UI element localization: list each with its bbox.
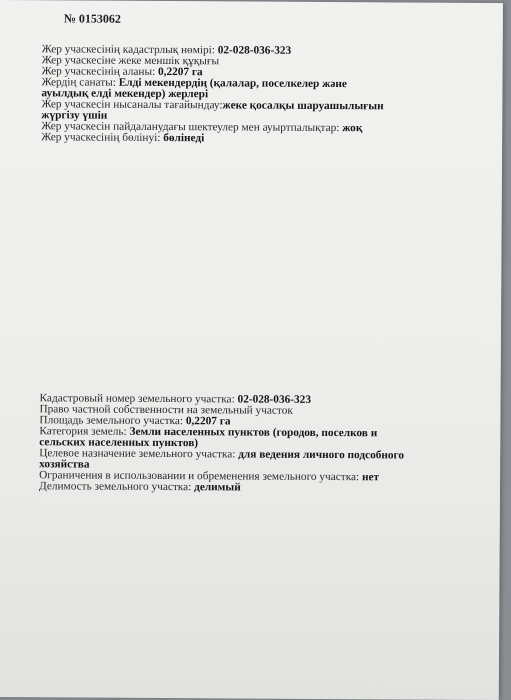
ru-category-value: Земли населенных пунктов (городов, поселков и сельских населенных пунктов) (39, 425, 378, 450)
kz-category-label: Жердің санаты: (41, 76, 119, 89)
russian-section (39, 393, 460, 495)
kz-divisibility-label: Жер учаскесінің бөлінуі: (41, 131, 164, 144)
kazakh-section (41, 44, 462, 146)
ru-area-label: Площадь земельного участка: (39, 414, 186, 428)
ru-restrictions-value: нет (361, 471, 380, 484)
kz-restrictions-label: Жер учаскесін пайдаланудағы шектеулер мен ауыртпалықтар: (41, 120, 343, 135)
kz-divisibility-line (41, 132, 461, 146)
ru-cadastral-label: Кадастровый номер земельного участка: (39, 392, 238, 406)
kz-cadastral-value: 02-028-036-323 (217, 44, 292, 57)
kz-category-value: Елді мекендердің (қалалар, поселкелер және ауылдық елді мекендер) жерлері (41, 76, 347, 101)
kz-restrictions-value: жоқ (342, 122, 363, 135)
kz-purpose-value: жеке қосалқы шаруашылығын жүргізу үшін (41, 99, 384, 122)
ru-divisibility-line (39, 481, 459, 495)
kz-divisibility-value: бөлінеді (163, 131, 205, 145)
kz-purpose-label: Жер учаскесін нысаналы тағайындау: (41, 98, 223, 112)
ru-divisibility-label: Делимость земельного участка: (38, 480, 195, 494)
kz-area-value: 0,2207 га (157, 65, 203, 79)
kz-area-label: Жер учаскесінің аланы: (41, 65, 159, 78)
ru-right-label: Право частной собственности на земельный участок (39, 403, 293, 417)
ru-purpose-label: Целевое назначение земельного участка: (39, 447, 239, 461)
ru-divisibility-value: делимый (194, 481, 241, 494)
kz-right-label: Жер учаскесіне жеке меншік құқығы (41, 54, 220, 68)
ru-area-value: 0,2207 га (185, 415, 231, 428)
ru-restrictions-label: Ограничения в использовании и обременения земельного участка: (39, 469, 363, 484)
document-number: № 0153062 (63, 11, 121, 26)
ru-cadastral-value: 02-028-036-323 (237, 393, 312, 406)
ru-category-label: Категория земель: (39, 425, 130, 438)
kz-cadastral-label: Жер учаскесінің кадастрлық нөмірі: (41, 43, 218, 57)
ru-purpose-value: для ведения личного подсобного хозяйства (39, 448, 405, 471)
